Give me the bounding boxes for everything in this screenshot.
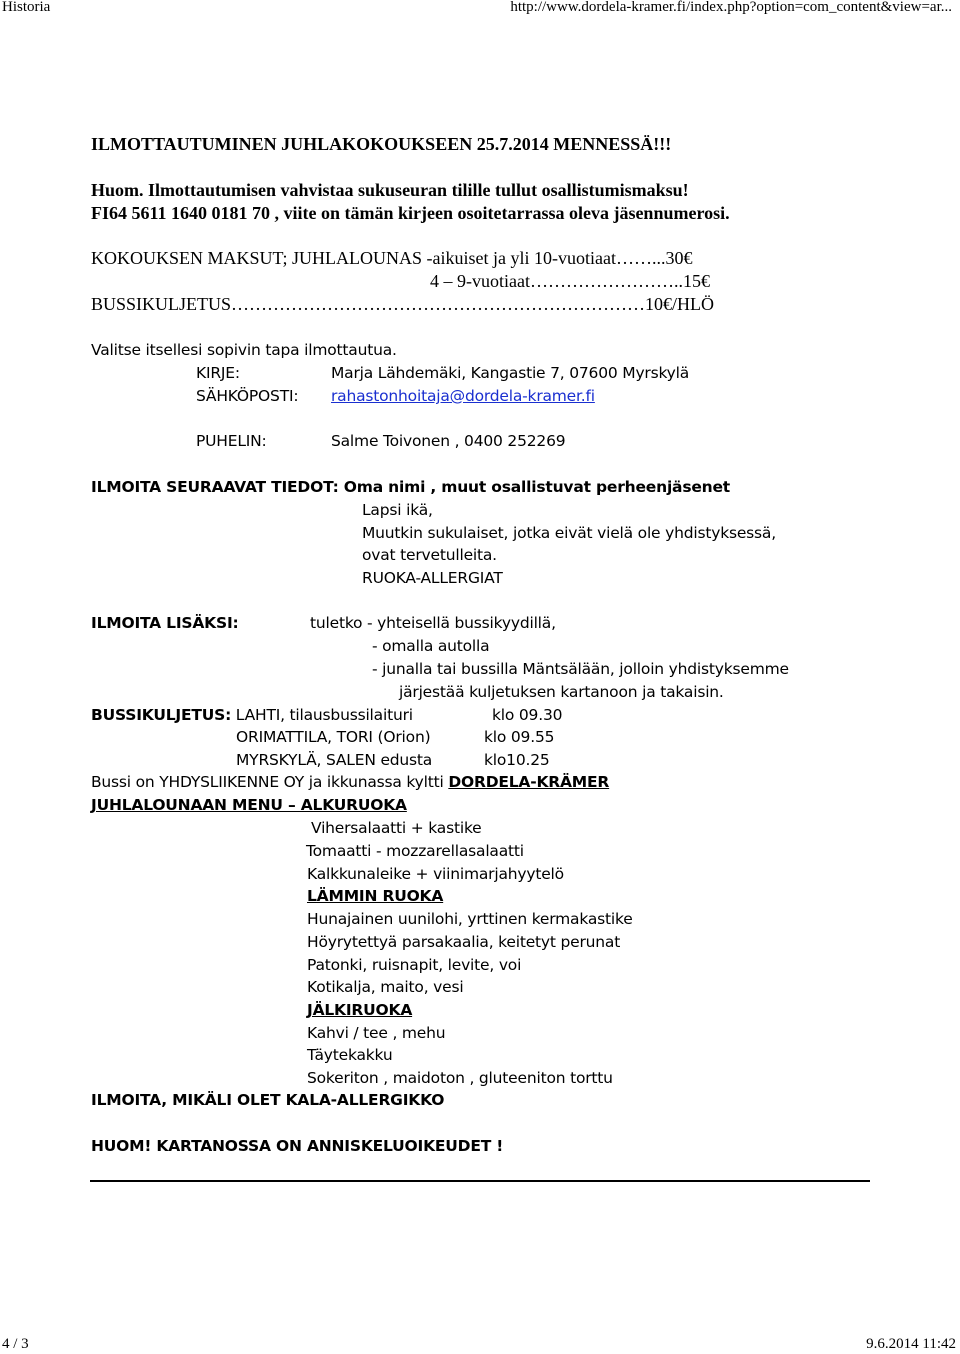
- letter-label: KIRJE:: [196, 364, 240, 382]
- bus-stop-row: [91, 706, 413, 724]
- payment-note-line2: FI64 5611 1640 0181 70 , viite on tämän kirjeen osoitetarrassa oleva jäsennumerosi.: [91, 203, 730, 223]
- bus-note: [91, 773, 609, 791]
- additional-label: ILMOITA LISÄKSI:: [91, 614, 239, 632]
- info-label: ILMOITA SEURAAVAT TIEDOT:: [91, 478, 339, 496]
- info-first-line: Oma nimi , muut osallistuvat perheenjäsenet: [338, 478, 731, 496]
- phone-label: PUHELIN:: [196, 432, 267, 450]
- menu-item: Kotikalja, maito, vesi: [307, 978, 464, 996]
- bus-note-text: Bussi on YHDYSLIIKENNE OY ja ikkunassa kyltti: [91, 773, 449, 791]
- bus-label: BUSSIKULJETUS:: [91, 706, 232, 724]
- print-header-url: http://www.dordela-kramer.fi/index.php?option=com_content&view=ar...: [510, 0, 952, 15]
- print-footer-page: 4 / 3: [2, 1336, 29, 1352]
- bus-stop-time: klo 09.55: [484, 728, 555, 746]
- bus-stop-place: ORIMATTILA, TORI (Orion): [236, 728, 431, 746]
- bus-stop-time: klo 09.30: [492, 706, 563, 724]
- bus-stop-time: klo10.25: [484, 751, 550, 769]
- fee-child: 4 – 9-vuotiaat……………………..15€: [430, 271, 710, 291]
- info-line: RUOKA-ALLERGIAT: [362, 569, 503, 587]
- menu-item: Höyrytettyä parsakaalia, keitetyt perunat: [307, 933, 621, 951]
- payment-note-line1: Huom. Ilmottautumisen vahvistaa sukuseuran tilille tullut osallistumismaksu!: [91, 180, 689, 200]
- fish-allergy-note: ILMOITA, MIKÄLI OLET KALA-ALLERGIKKO: [91, 1091, 445, 1109]
- bus-sign: DORDELA-KRÄMER: [448, 773, 610, 791]
- print-footer-datetime: 9.6.2014 11:42: [866, 1336, 956, 1352]
- menu-item: Kahvi / tee , mehu: [307, 1024, 446, 1042]
- email-label: SÄHKÖPOSTI:: [196, 387, 299, 405]
- fee-adult: KOKOUKSEN MAKSUT; JUHLALOUNAS -aikuiset ja yli 10-vuotiaat……...30€: [91, 248, 693, 268]
- menu-item: Vihersalaatti + kastike: [311, 819, 482, 837]
- menu-section: JÄLKIRUOKA: [307, 1001, 413, 1019]
- fee-bus: BUSSIKULJETUS……………………………………………………………10€/HLÖ: [91, 294, 715, 314]
- menu-item: Sokeriton , maidoton , gluteeniton torttu: [307, 1069, 613, 1087]
- additional-line: - omalla autolla: [372, 637, 490, 655]
- choose-method-text: Valitse itsellesi sopivin tapa ilmottautua.: [91, 341, 397, 359]
- additional-line: järjestää kuljetuksen kartanoon ja takaisin.: [399, 683, 724, 701]
- menu-title: JUHLALOUNAAN MENU – ALKURUOKA: [91, 796, 407, 814]
- letter-address: Marja Lähdemäki, Kangastie 7, 07600 Myrskylä: [331, 364, 690, 382]
- info-line: ovat tervetulleita.: [362, 546, 497, 564]
- additional-line: tuletko - yhteisellä bussikyydillä,: [310, 614, 556, 632]
- menu-item: Hunajainen uunilohi, yrttinen kermakastike: [307, 910, 633, 928]
- menu-item: Kalkkunaleike + viinimarjahyytelö: [307, 865, 564, 883]
- menu-item: Patonki, ruisnapit, levite, voi: [307, 956, 522, 974]
- license-note: HUOM! KARTANOSSA ON ANNISKELUOIKEUDET !: [91, 1137, 504, 1155]
- info-heading: [91, 478, 730, 496]
- menu-item: Täytekakku: [307, 1046, 393, 1064]
- menu-section: LÄMMIN RUOKA: [307, 887, 444, 905]
- registration-heading: ILMOTTAUTUMINEN JUHLAKOKOUKSEEN 25.7.2014 MENNESSÄ!!!: [91, 134, 672, 154]
- menu-item: Tomaatti - mozzarellasalaatti: [306, 842, 524, 860]
- bus-stop-place: LAHTI, tilausbussilaituri: [231, 706, 413, 724]
- bottom-divider: [90, 1180, 870, 1182]
- additional-line: - junalla tai bussilla Mäntsälään, jolloin yhdistyksemme: [372, 660, 789, 678]
- info-line: Lapsi ikä,: [362, 501, 433, 519]
- print-header-title: Historia: [2, 0, 51, 15]
- info-line: Muutkin sukulaiset, jotka eivät vielä ole yhdistyksessä,: [362, 524, 776, 542]
- email-link[interactable]: rahastonhoitaja@dordela-kramer.fi: [331, 387, 595, 405]
- phone-value: Salme Toivonen , 0400 252269: [331, 432, 566, 450]
- bus-stop-place: MYRSKYLÄ, SALEN edusta: [236, 751, 433, 769]
